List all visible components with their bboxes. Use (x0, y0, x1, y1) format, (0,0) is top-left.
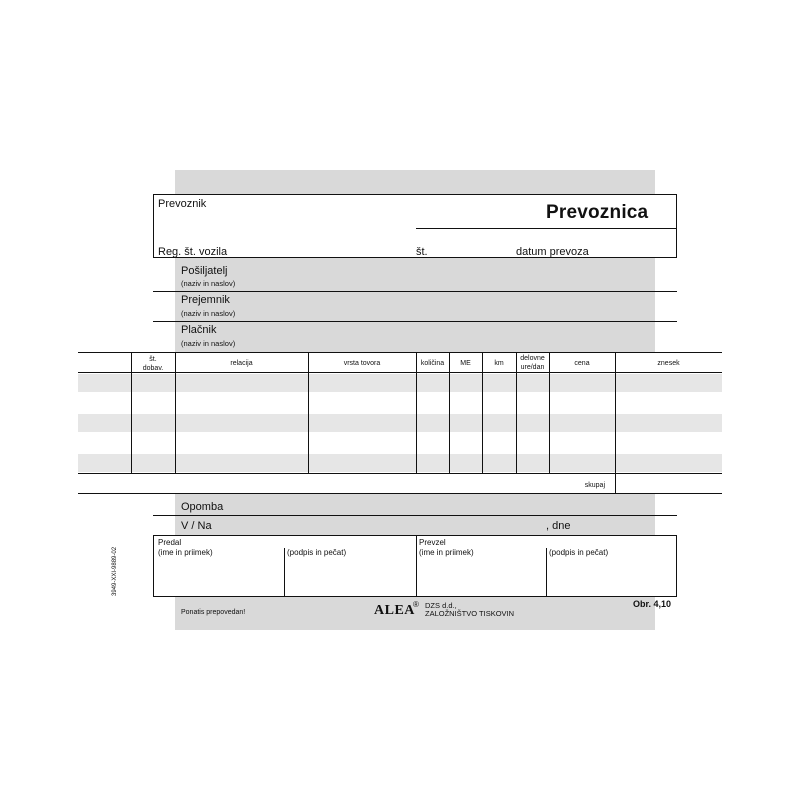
col-header-km: km (494, 360, 504, 367)
handed-over-label: Predal (158, 538, 182, 547)
remark-label: Opomba (181, 501, 224, 513)
col-divider (449, 352, 450, 473)
number-label: št. (416, 246, 428, 258)
signature-subdivider (546, 548, 547, 596)
col-header-route: relacija (230, 360, 253, 367)
brand-logo: ALEA (374, 603, 415, 618)
form-code: Obr. 4,10 (633, 599, 672, 609)
side-print-code: 3949-XXI-9889-02 (112, 546, 118, 596)
publisher-line1: DZS d.d., (425, 601, 457, 610)
received-label: Prevzel (419, 538, 446, 547)
items-table (78, 352, 722, 494)
place-date-label: , dne (546, 520, 571, 532)
col-header-delivery-no: št. dobav. (142, 356, 164, 372)
publisher-line2: ZALOŽNIŠTVO TISKOVIN (425, 609, 515, 618)
transport-date-label: datum prevoza (516, 246, 589, 258)
col-header-work-hours: delovne ure/dan (520, 355, 545, 371)
sender-sublabel: (naziv in naslov) (181, 279, 236, 288)
col-divider (615, 352, 616, 493)
payer-sublabel: (naziv in naslov) (181, 339, 236, 348)
col-header-unit: ME (460, 360, 471, 367)
handed-over-name-label: (ime in priimek) (158, 548, 213, 557)
payer-label: Plačnik (181, 324, 217, 336)
col-header-amount: znesek (657, 360, 680, 367)
signature-box (153, 535, 677, 597)
sender-label: Pošiljatelj (181, 265, 228, 277)
copyright-note: Ponatis prepovedan! (181, 609, 246, 616)
table-body-end-line (78, 473, 722, 474)
col-divider (482, 352, 483, 473)
col-divider (549, 352, 550, 473)
col-divider (175, 352, 176, 473)
recipient-line (153, 321, 677, 322)
col-header-quantity: količina (420, 360, 445, 367)
header-box (153, 194, 677, 258)
handed-over-signature-label: (podpis in pečat) (287, 548, 347, 557)
col-header-price: cena (574, 360, 590, 367)
sender-line (153, 291, 677, 292)
brand-registered-mark: ® (413, 600, 419, 609)
signature-subdivider (284, 548, 285, 596)
title-divider (416, 228, 677, 229)
table-bottom-line (78, 493, 722, 494)
form-title: Prevoznica (546, 202, 649, 223)
total-label: skupaj (584, 482, 605, 489)
col-divider (308, 352, 309, 473)
recipient-label: Prejemnik (181, 294, 230, 306)
place-label: V / Na (181, 520, 212, 532)
col-divider (416, 352, 417, 473)
carrier-label: Prevoznik (158, 198, 207, 210)
vehicle-reg-label: Reg. št. vozila (158, 246, 228, 258)
remark-line (153, 515, 677, 516)
recipient-sublabel: (naziv in naslov) (181, 309, 236, 318)
received-signature-label: (podpis in pečat) (549, 548, 609, 557)
col-header-cargo-type: vrsta tovora (343, 360, 381, 367)
signature-divider (416, 536, 417, 596)
received-name-label: (ime in priimek) (419, 548, 474, 557)
